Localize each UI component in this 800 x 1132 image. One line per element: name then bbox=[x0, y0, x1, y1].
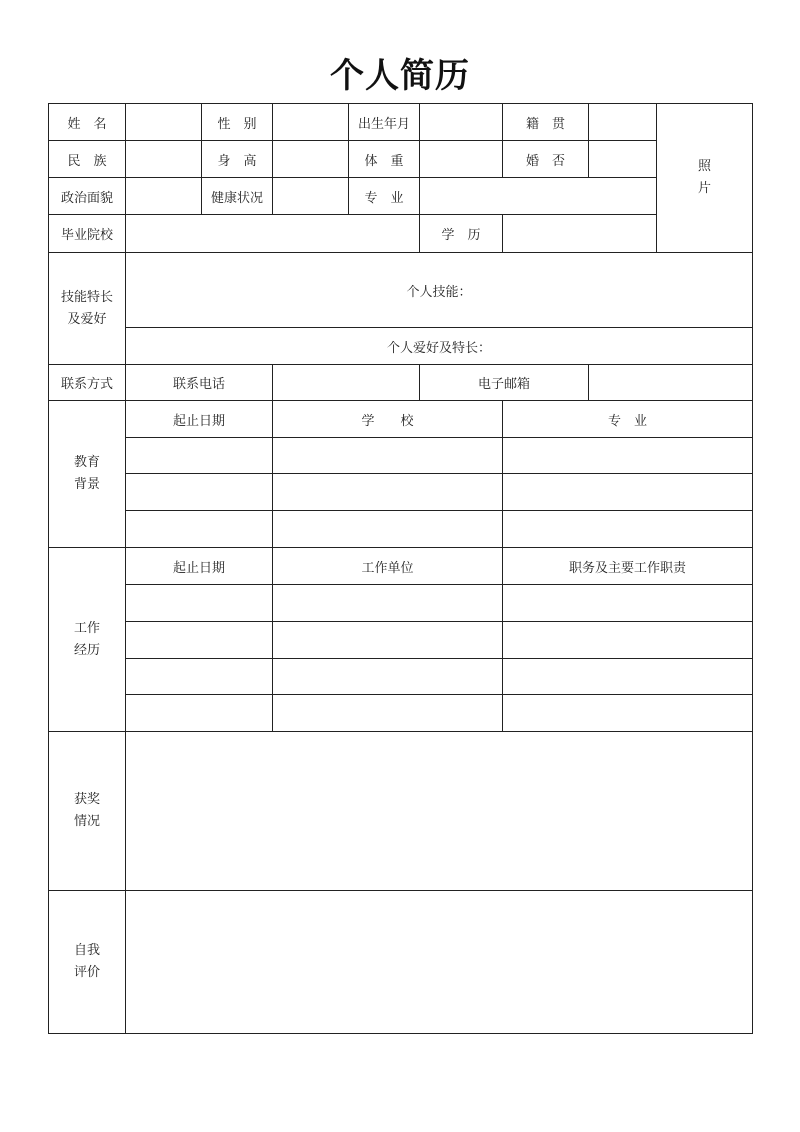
skills-section-label bbox=[49, 253, 126, 365]
birth-label: 出生年月 bbox=[349, 104, 420, 141]
work-header-duties: 职务及主要工作职责 bbox=[503, 548, 753, 585]
skills-row-2 bbox=[49, 328, 753, 365]
basic-info-row-3 bbox=[49, 178, 753, 215]
work-row bbox=[49, 585, 753, 622]
email-label: 电子邮箱 bbox=[420, 365, 589, 401]
weight-label: 体 重 bbox=[349, 141, 420, 178]
marital-field[interactable] bbox=[589, 141, 657, 178]
contact-section-label: 联系方式 bbox=[49, 365, 126, 401]
awards-row bbox=[49, 732, 753, 891]
education-school-cell[interactable] bbox=[273, 438, 503, 474]
page-title: 个人简历 bbox=[330, 56, 470, 96]
work-company-cell[interactable] bbox=[273, 585, 503, 622]
education-school-cell[interactable] bbox=[273, 511, 503, 548]
political-field[interactable] bbox=[126, 178, 202, 215]
self-evaluation-label-line1: 自我 bbox=[73, 943, 100, 958]
work-row bbox=[49, 695, 753, 732]
education-header-school: 学 校 bbox=[273, 401, 503, 438]
work-duties-cell[interactable] bbox=[503, 622, 753, 659]
work-date-cell[interactable] bbox=[126, 622, 273, 659]
work-header-row bbox=[49, 548, 753, 585]
work-company-cell[interactable] bbox=[273, 695, 503, 732]
education-row bbox=[49, 511, 753, 548]
education-date-cell[interactable] bbox=[126, 511, 273, 548]
education-header-date: 起止日期 bbox=[126, 401, 273, 438]
school-label: 毕业院校 bbox=[49, 215, 126, 253]
education-label-line2: 背景 bbox=[73, 477, 100, 492]
photo-label-line2: 片 bbox=[697, 181, 711, 196]
native-place-field[interactable] bbox=[589, 104, 657, 141]
education-row bbox=[49, 474, 753, 511]
education-header-major: 专 业 bbox=[503, 401, 753, 438]
self-evaluation-row bbox=[49, 891, 753, 1034]
education-major-cell[interactable] bbox=[503, 511, 753, 548]
ethnicity-field[interactable] bbox=[126, 141, 202, 178]
hobbies-field[interactable] bbox=[126, 328, 753, 365]
gender-field[interactable] bbox=[273, 104, 349, 141]
health-label: 健康状况 bbox=[202, 178, 273, 215]
email-field[interactable] bbox=[589, 365, 753, 401]
major-label: 专 业 bbox=[349, 178, 420, 215]
degree-label: 学 历 bbox=[420, 215, 503, 253]
work-date-cell[interactable] bbox=[126, 659, 273, 695]
birth-field[interactable] bbox=[420, 104, 503, 141]
personal-skills-label: 个人技能： bbox=[406, 284, 472, 300]
height-field[interactable] bbox=[273, 141, 349, 178]
work-section-label bbox=[49, 548, 126, 732]
name-field[interactable] bbox=[126, 104, 202, 141]
education-section-label bbox=[49, 401, 126, 548]
work-row bbox=[49, 622, 753, 659]
education-major-cell[interactable] bbox=[503, 438, 753, 474]
marital-label: 婚 否 bbox=[503, 141, 589, 178]
self-evaluation-field[interactable] bbox=[126, 891, 753, 1034]
name-label: 姓 名 bbox=[49, 104, 126, 141]
height-label: 身 高 bbox=[202, 141, 273, 178]
basic-info-row-4 bbox=[49, 215, 753, 253]
work-label-line2: 经历 bbox=[73, 642, 100, 658]
work-date-cell[interactable] bbox=[126, 585, 273, 622]
awards-section-label bbox=[49, 732, 126, 891]
education-major-cell[interactable] bbox=[503, 474, 753, 511]
political-label: 政治面貌 bbox=[49, 178, 126, 215]
self-evaluation-section-label bbox=[49, 891, 126, 1034]
education-header-row bbox=[49, 401, 753, 438]
work-header-date: 起止日期 bbox=[126, 548, 273, 585]
school-field[interactable] bbox=[126, 215, 420, 253]
work-row bbox=[49, 659, 753, 695]
phone-label: 联系电话 bbox=[126, 365, 273, 401]
basic-info-row-1 bbox=[49, 104, 753, 141]
awards-label-line2: 情况 bbox=[73, 814, 100, 829]
education-date-cell[interactable] bbox=[126, 438, 273, 474]
resume-table bbox=[48, 103, 753, 1034]
skills-label-line1: 技能特长 bbox=[60, 289, 113, 305]
awards-label-line1: 获奖 bbox=[73, 792, 100, 807]
education-label-line1: 教育 bbox=[73, 455, 100, 470]
skills-label-line2: 及爱好 bbox=[67, 311, 107, 327]
skills-row-1 bbox=[49, 253, 753, 328]
work-duties-cell[interactable] bbox=[503, 695, 753, 732]
contact-row bbox=[49, 365, 753, 401]
native-place-label: 籍 贯 bbox=[503, 104, 589, 141]
work-label-line1: 工作 bbox=[73, 620, 100, 636]
work-company-cell[interactable] bbox=[273, 659, 503, 695]
education-date-cell[interactable] bbox=[126, 474, 273, 511]
work-duties-cell[interactable] bbox=[503, 585, 753, 622]
health-field[interactable] bbox=[273, 178, 349, 215]
phone-field[interactable] bbox=[273, 365, 420, 401]
photo-placeholder[interactable] bbox=[657, 104, 753, 253]
gender-label: 性 别 bbox=[202, 104, 273, 141]
awards-field[interactable] bbox=[126, 732, 753, 891]
work-date-cell[interactable] bbox=[126, 695, 273, 732]
major-field[interactable] bbox=[420, 178, 657, 215]
education-row bbox=[49, 438, 753, 474]
personal-skills-field[interactable] bbox=[126, 253, 753, 328]
basic-info-row-2 bbox=[49, 141, 753, 178]
ethnicity-label: 民 族 bbox=[49, 141, 126, 178]
weight-field[interactable] bbox=[420, 141, 503, 178]
hobbies-label: 个人爱好及特长： bbox=[386, 340, 491, 356]
self-evaluation-label-line2: 评价 bbox=[73, 965, 100, 980]
work-company-cell[interactable] bbox=[273, 622, 503, 659]
education-school-cell[interactable] bbox=[273, 474, 503, 511]
work-duties-cell[interactable] bbox=[503, 659, 753, 695]
degree-field[interactable] bbox=[503, 215, 657, 253]
photo-label-line1: 照 bbox=[697, 159, 711, 174]
work-header-company: 工作单位 bbox=[273, 548, 503, 585]
